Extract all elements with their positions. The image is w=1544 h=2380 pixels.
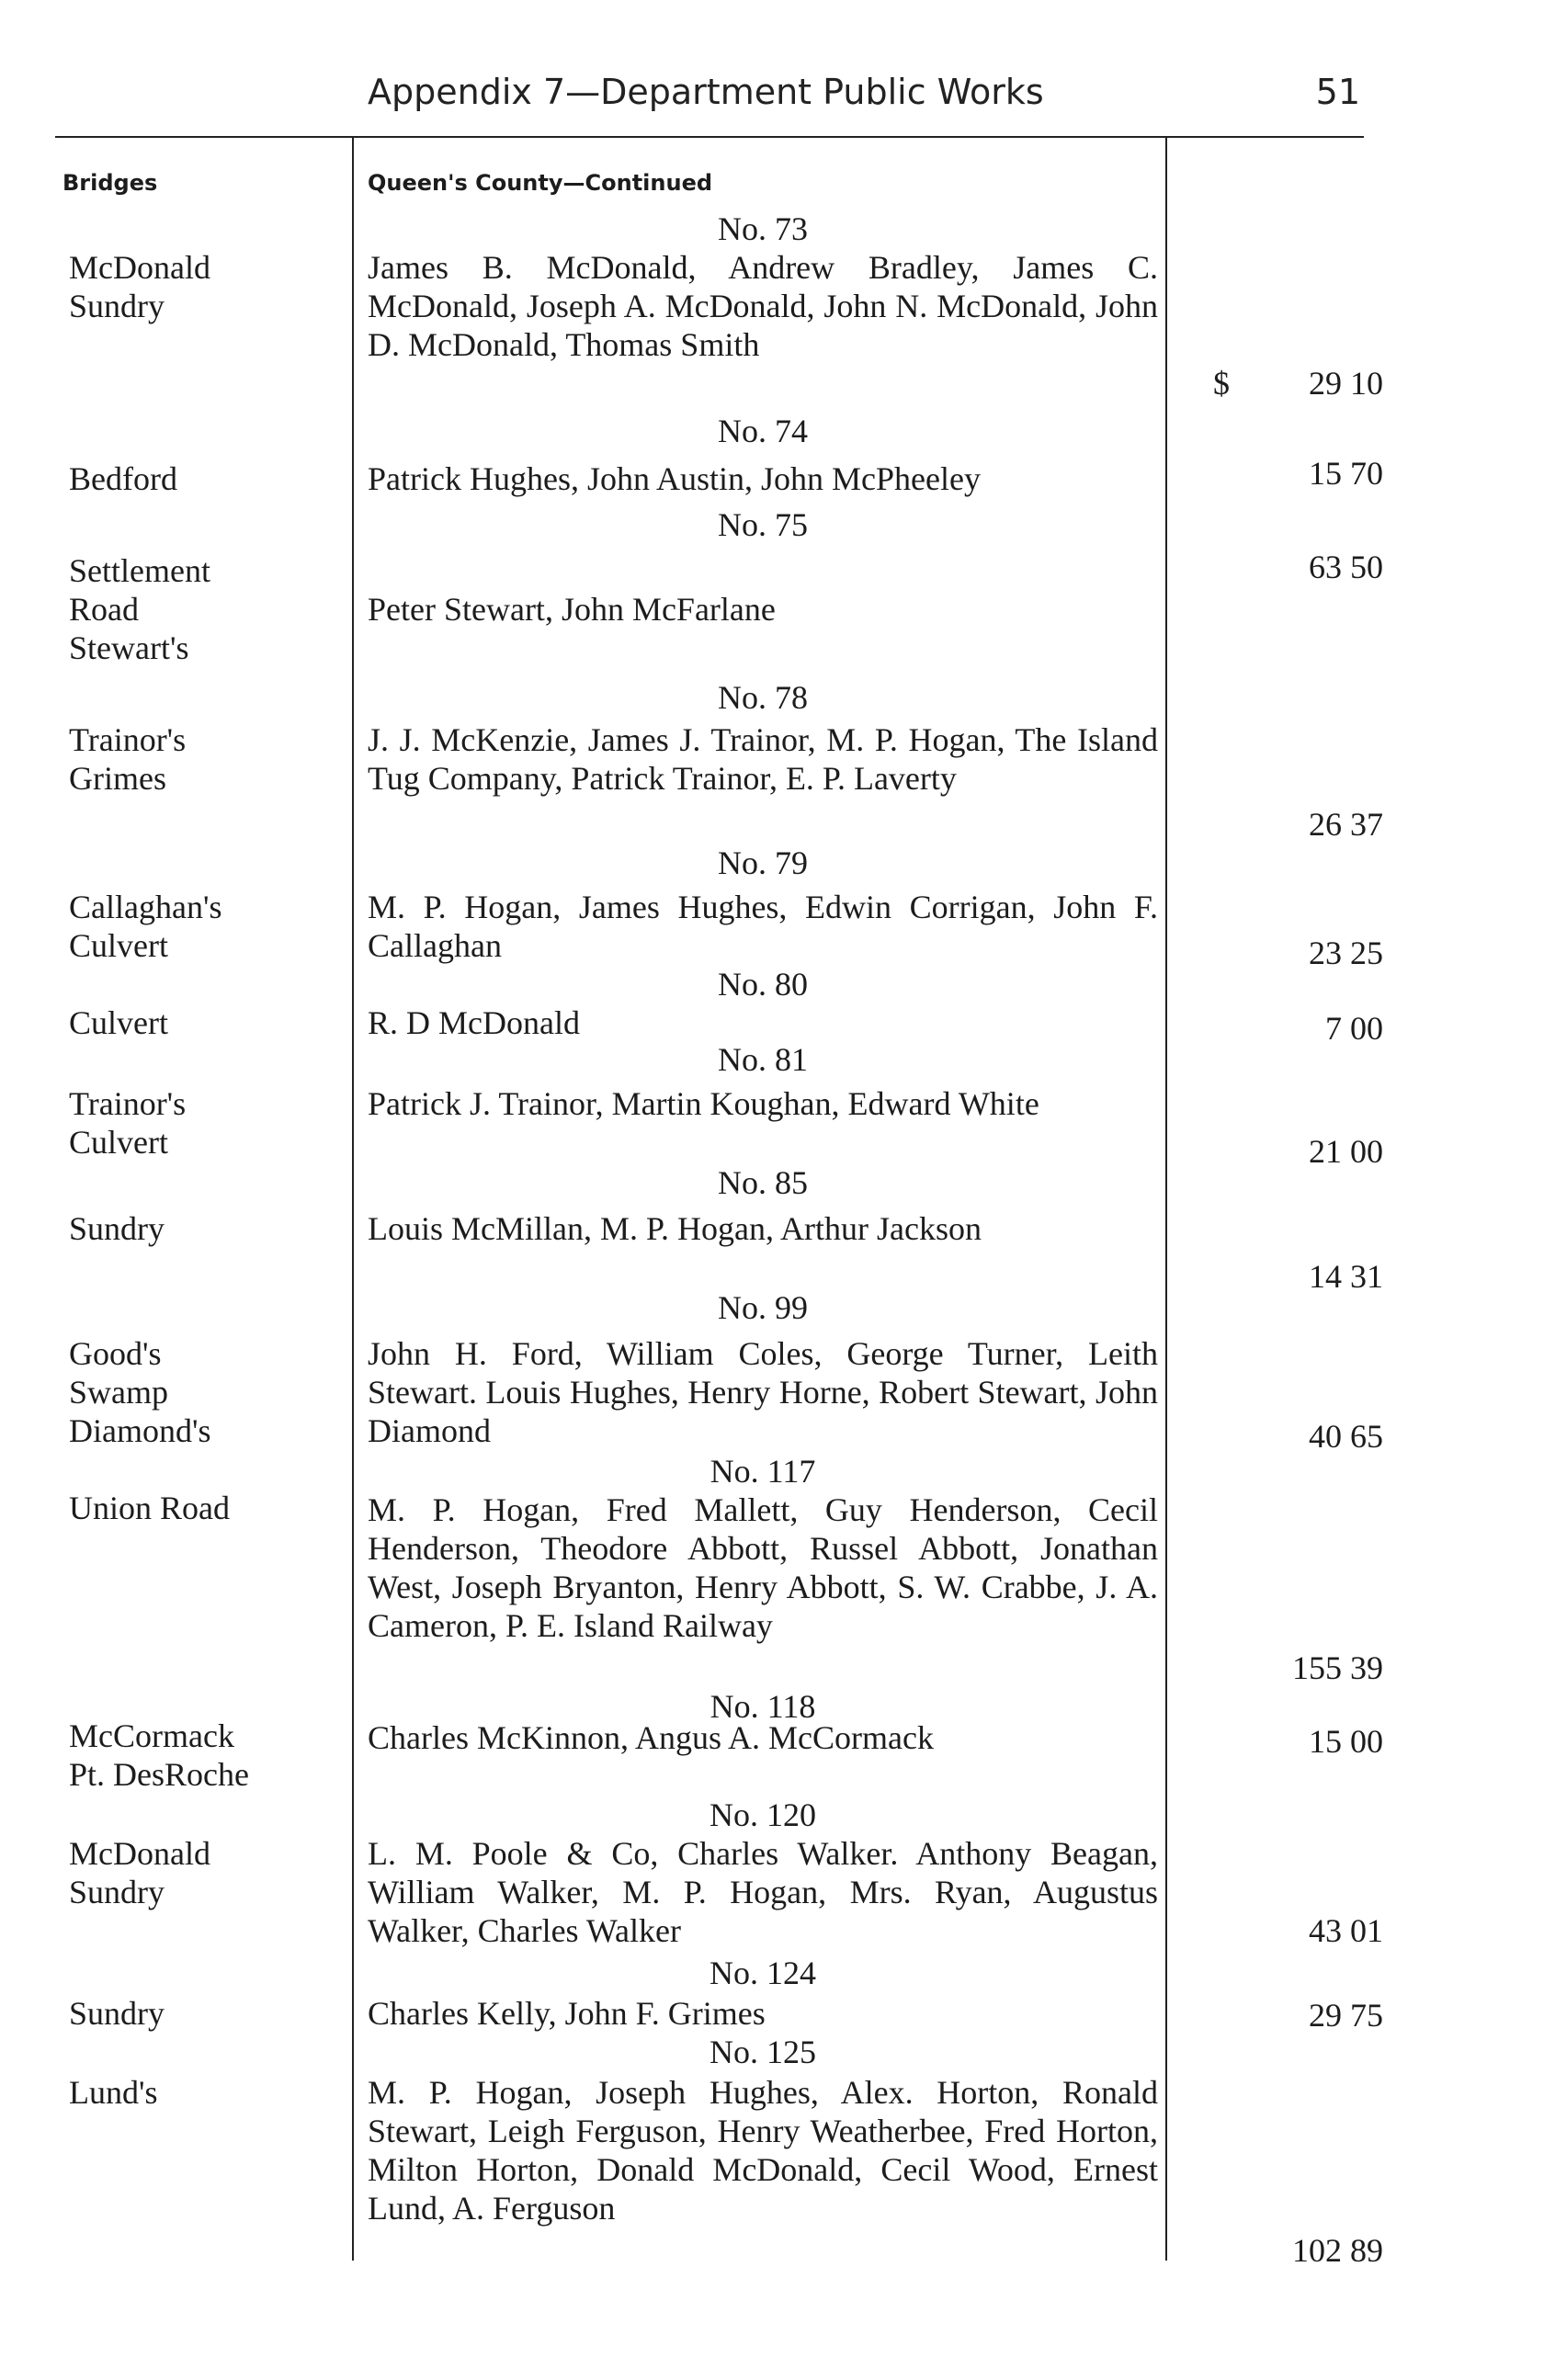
amount: 40 65 bbox=[1309, 1418, 1383, 1455]
entry-number: No. 124 bbox=[710, 1955, 816, 1991]
amount: 29 75 bbox=[1309, 1997, 1383, 2034]
payee-names: L. M. Poole & Co, Charles Walker. Anthony Beagan, William Walker, M. P. Hogan, Mrs. Ryan, Augustus Walker, Charles Walker bbox=[368, 1835, 1158, 1949]
bridges-column-heading: Bridges bbox=[62, 170, 158, 196]
entry-number: No. 99 bbox=[718, 1289, 808, 1326]
amount: 29 10 bbox=[1309, 365, 1383, 402]
entry-number: No. 78 bbox=[718, 679, 808, 716]
entry-number: No. 80 bbox=[718, 966, 808, 1003]
dollar-sign: $ bbox=[1213, 365, 1230, 402]
bridge-name: McDonald Sundry bbox=[69, 249, 210, 324]
bridge-name: Lund's bbox=[69, 2074, 158, 2111]
payee-names: J. J. McKenzie, James J. Trainor, M. P. Hogan, The Island Tug Company, Patrick Trainor, E. P. Laverty bbox=[368, 721, 1158, 797]
payee-names: Charles Kelly, John F. Grimes bbox=[368, 1995, 766, 2032]
page-header bbox=[55, 64, 1360, 119]
county-column-heading: Queen's County—Continued bbox=[368, 170, 713, 196]
entry-number: No. 81 bbox=[718, 1041, 808, 1078]
bridge-name: Union Road bbox=[69, 1490, 230, 1526]
amount: 15 00 bbox=[1309, 1723, 1383, 1760]
column-divider-left bbox=[352, 138, 354, 2261]
bridge-name: McCormack Pt. DesRoche bbox=[69, 1717, 249, 1793]
amount: 7 00 bbox=[1325, 1010, 1383, 1047]
entry-number: No. 117 bbox=[710, 1453, 816, 1490]
bridge-name: McDonald Sundry bbox=[69, 1835, 210, 1910]
entry-number: No. 125 bbox=[710, 2034, 816, 2070]
amount: 102 89 bbox=[1292, 2232, 1383, 2269]
bridge-name: Trainor's Grimes bbox=[69, 721, 187, 797]
amount: 155 39 bbox=[1292, 1649, 1383, 1686]
payee-names: Peter Stewart, John McFarlane bbox=[368, 591, 776, 628]
bridge-name: Settlement Road Stewart's bbox=[69, 552, 210, 666]
payee-names: Charles McKinnon, Angus A. McCormack bbox=[368, 1719, 934, 1756]
payee-names: M. P. Hogan, Joseph Hughes, Alex. Horton, Ronald Stewart, Leigh Ferguson, Henry Weatherbee, Fred Horton, Milton Horton, Donald McDonald, Cecil Wood, Ernest Lund, A. Ferguson bbox=[368, 2074, 1158, 2227]
entry-number: No. 75 bbox=[718, 506, 808, 543]
bridge-name: Good's Swamp Diamond's bbox=[69, 1335, 211, 1449]
amount: 63 50 bbox=[1309, 549, 1383, 585]
amount: 21 00 bbox=[1309, 1133, 1383, 1170]
bridge-name: Sundry bbox=[69, 1210, 165, 1247]
amount: 43 01 bbox=[1309, 1912, 1383, 1949]
header-rule bbox=[55, 136, 1364, 138]
amount: 15 70 bbox=[1309, 455, 1383, 492]
bridge-name: Callaghan's Culvert bbox=[69, 889, 222, 964]
payee-names: James B. McDonald, Andrew Bradley, James C. McDonald, Joseph A. McDonald, John N. McDonald, John D. McDonald, Thomas Smith bbox=[368, 249, 1158, 363]
amount: 23 25 bbox=[1309, 935, 1383, 971]
payee-names: John H. Ford, William Coles, George Turner, Leith Stewart. Louis Hughes, Henry Horne, Robert Stewart, John Diamond bbox=[368, 1335, 1158, 1449]
page-title: Appendix 7—Department Public Works bbox=[368, 72, 1044, 112]
entry-number: No. 74 bbox=[718, 413, 808, 449]
page-number: 51 bbox=[1315, 72, 1360, 112]
payee-names: R. D McDonald bbox=[368, 1004, 580, 1041]
entry-number: No. 79 bbox=[718, 844, 808, 881]
payee-names: Patrick Hughes, John Austin, John McPheeley bbox=[368, 460, 981, 497]
payee-names: M. P. Hogan, Fred Mallett, Guy Henderson, Cecil Henderson, Theodore Abbott, Russel Abbott, Jonathan West, Joseph Bryanton, Henry Abbott, S. W. Crabbe, J. A. Cameron, P. E. Island Railway bbox=[368, 1491, 1158, 1644]
amount: 26 37 bbox=[1309, 806, 1383, 843]
amount: 14 31 bbox=[1309, 1258, 1383, 1295]
bridge-name: Trainor's Culvert bbox=[69, 1085, 187, 1161]
bridge-name: Bedford bbox=[69, 460, 177, 497]
bridge-name: Culvert bbox=[69, 1004, 168, 1041]
entry-number: No. 73 bbox=[718, 210, 808, 247]
entry-number: No. 85 bbox=[718, 1164, 808, 1201]
payee-names: M. P. Hogan, James Hughes, Edwin Corrigan, John F. Callaghan bbox=[368, 889, 1158, 964]
bridge-name: Sundry bbox=[69, 1995, 165, 2032]
entry-number: No. 120 bbox=[710, 1796, 816, 1833]
entry-number: No. 118 bbox=[710, 1688, 816, 1725]
payee-names: Patrick J. Trainor, Martin Koughan, Edward White bbox=[368, 1085, 1039, 1122]
payee-names: Louis McMillan, M. P. Hogan, Arthur Jackson bbox=[368, 1210, 982, 1247]
